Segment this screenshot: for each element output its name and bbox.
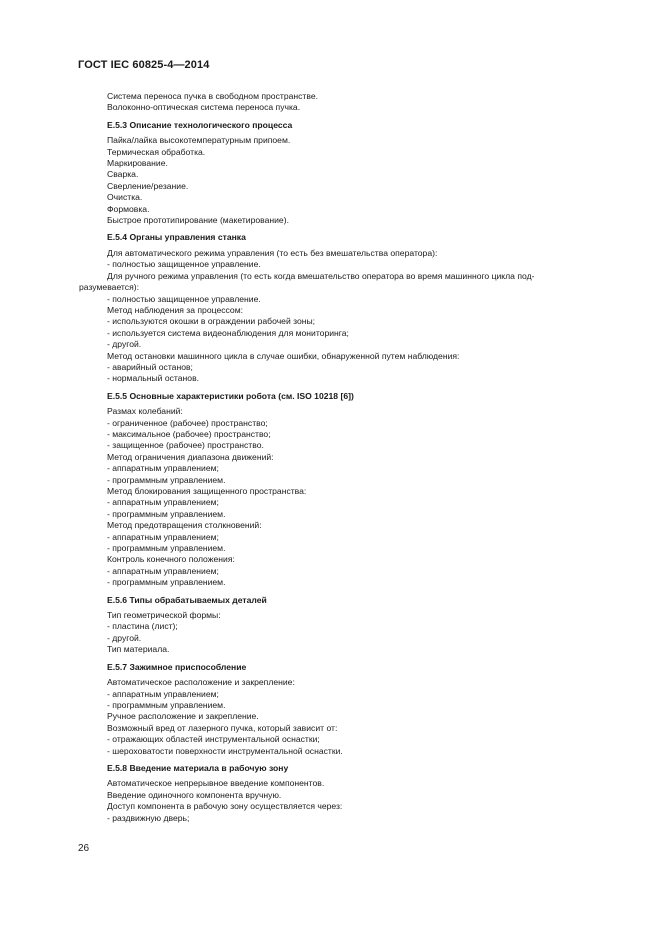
text-line: - другой. [107, 632, 142, 643]
text-line: - аппаратным управлением; [107, 688, 219, 699]
text-line: Очистка. [107, 192, 143, 203]
document-header: ГОСТ IEC 60825-4—2014 [78, 59, 210, 71]
text-line: Автоматическое непрерывное введение компонентов. [107, 778, 325, 789]
text-line: Быстрое прототипирование (макетирование). [107, 215, 289, 226]
text-line-continuation: разумевается): [79, 282, 139, 293]
section-heading-e56: E.5.6 Типы обрабатываемых деталей [107, 594, 267, 605]
page-content [79, 91, 622, 824]
text-line: Пайка/лайка высокотемпературным припоем. [107, 135, 291, 146]
text-line: - раздвижную дверь; [107, 812, 190, 823]
text-line: - максимальное (рабочее) пространство; [107, 428, 271, 439]
text-line: Термическая обработка. [107, 146, 206, 157]
text-line: - полностью защищенное управление. [107, 293, 261, 304]
text-line: - аппаратным управлением; [107, 497, 219, 508]
text-line: - программным управлением. [107, 508, 226, 519]
text-line: Метод наблюдения за процессом: [107, 304, 243, 315]
text-line: - программным управлением. [107, 577, 226, 588]
text-line: Маркирование. [107, 158, 168, 169]
text-line: Ручное расположение и закрепление. [107, 711, 259, 722]
text-line: Для ручного режима управления (то есть когда вмешательство оператора во время машинного цикла под- [107, 270, 535, 281]
section-heading-e53: E.5.3 Описание технологического процесса [107, 119, 293, 130]
section-heading-e58: E.5.8 Введение материала в рабочую зону [107, 762, 289, 773]
text-line: Тип материала. [107, 644, 170, 655]
text-line: Формовка. [107, 203, 150, 214]
text-line: - аварийный останов; [107, 361, 193, 372]
text-line: - используются окошки в ограждении рабочей зоны; [107, 316, 316, 327]
section-heading-e54: E.5.4 Органы управления станка [107, 232, 246, 243]
text-line: Тип геометрической формы: [107, 610, 221, 621]
text-line: Для автоматического режима управления (то есть без вмешательства оператора): [107, 247, 438, 258]
text-line: - используется система видеонаблюдения для мониторинга; [107, 327, 349, 338]
text-line: Контроль конечного положения: [107, 554, 235, 565]
text-line: - программным управлением. [107, 699, 226, 710]
text-line: - ограниченное (рабочее) пространство; [107, 417, 268, 428]
text-line: Возможный вред от лазерного пучка, который зависит от: [107, 722, 338, 733]
text-line: - отражающих областей инструментальной оснастки; [107, 734, 320, 745]
text-line: Метод ограничения диапазона движений: [107, 451, 274, 462]
section-heading-e55: E.5.5 Основные характеристики робота (см. ISO 10218 [6]) [107, 390, 354, 401]
text-line: Волоконно-оптическая система переноса пучка. [107, 102, 301, 113]
text-line: Введение одиночного компонента вручную. [107, 789, 282, 800]
text-line: - программным управлением. [107, 474, 226, 485]
text-line: Размах колебаний: [107, 406, 183, 417]
text-line: Метод предотвращения столкновений: [107, 520, 262, 531]
text-line: - аппаратным управлением; [107, 463, 219, 474]
text-line: - нормальный останов. [107, 373, 200, 384]
text-line: - шероховатости поверхности инструментальной оснастки. [107, 745, 343, 756]
text-line: - пластина (лист); [107, 621, 178, 632]
text-line: - аппаратным управлением; [107, 531, 219, 542]
text-line: Автоматическое расположение и закрепление: [107, 677, 295, 688]
text-line: - защищенное (рабочее) пространство. [107, 440, 264, 451]
text-line: - аппаратным управлением; [107, 565, 219, 576]
text-line: - программным управлением. [107, 543, 226, 554]
text-line: Сверление/резание. [107, 180, 189, 191]
text-line: - полностью защищенное управление. [107, 259, 261, 270]
text-line: Сварка. [107, 169, 139, 180]
text-line: Метод остановки машинного цикла в случае ошибки, обнаруженной путем наблюдения: [107, 350, 460, 361]
text-line: Доступ компонента в рабочую зону осуществляется через: [107, 801, 343, 812]
page-number: 26 [78, 843, 90, 854]
text-line: Система переноса пучка в свободном пространстве. [107, 91, 318, 101]
section-heading-e57: E.5.7 Зажимное приспособление [107, 661, 247, 672]
text-line: - другой. [107, 339, 142, 350]
text-line: Метод блокирования защищенного пространства: [107, 486, 307, 496]
